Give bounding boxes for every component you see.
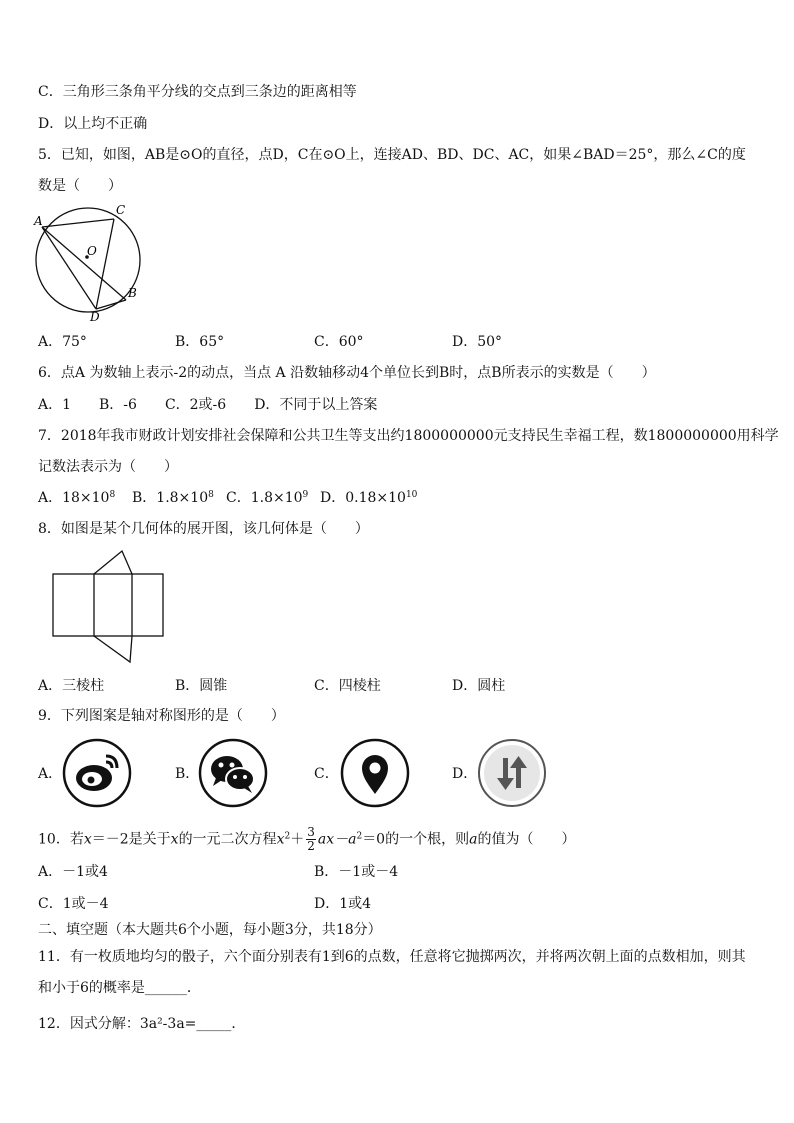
- up-down-arrows-icon: [477, 738, 547, 808]
- q5-option-b: B．65°: [175, 334, 225, 350]
- wechat-icon: [198, 738, 268, 808]
- q9-option-c-label: C．: [314, 766, 339, 782]
- question-5-text: 5．已知，如图，AB是⊙O的直径，点D，C在⊙O上，连接AD、BD、DC、AC，如果∠BAD＝25°，那么∠C的度: [38, 147, 746, 163]
- weibo-icon: [62, 738, 132, 808]
- q10-option-c: C．1或－4: [38, 896, 109, 912]
- option-c-prev: C．三角形三条角平分线的交点到三条边的距离相等: [38, 84, 357, 100]
- q9-option-d-label: D．: [452, 766, 478, 782]
- q5-option-c: C．60°: [314, 334, 364, 350]
- q7-option-a: A．$18\times 10^8$: [38, 490, 116, 506]
- question-11-text: 11．有一枚质地均匀的骰子，六个面分别表有1到6的点数，任意将它抛掷两次，并将两次朝上面的点数相加，则其: [38, 949, 746, 965]
- question-7-text-cont: 记数法表示为（ ）: [38, 459, 178, 475]
- q9-option-a-label: A．: [38, 766, 63, 782]
- q9-option-b-label: B．: [175, 766, 200, 782]
- q5-option-d: D．50°: [452, 334, 503, 350]
- label-a: A: [34, 214, 43, 228]
- q8-net-figure: [50, 548, 168, 666]
- question-11-text-cont: 和小于6的概率是______．: [38, 980, 201, 996]
- q8-option-a: A．三棱柱: [38, 678, 105, 694]
- question-8-text: 8．如图是某个几何体的展开图，该几何体是（ ）: [38, 521, 369, 537]
- question-9-text: 9．下列图案是轴对称图形的是（ ）: [38, 708, 285, 724]
- q10-option-a: A．－1或4: [38, 864, 108, 880]
- label-b: B: [128, 286, 137, 300]
- label-o: O: [87, 244, 97, 258]
- question-6-options: A．1 B．-6 C．2或-6 D．不同于以上答案: [38, 397, 378, 413]
- q7-option-d: D．$0.18\times 10^{10}$: [320, 490, 418, 506]
- q8-option-d: D．圆柱: [452, 678, 506, 694]
- question-10-text: 10．若x＝－2是关于x的一元二次方程$x^2+$ $\frac{3}{2}$ $ax-a^2=0$的一个根，则a的值为（ ）: [38, 825, 576, 853]
- q10-option-b: B．－1或－4: [314, 864, 399, 880]
- q5-circle-figure: [30, 200, 150, 325]
- q8-option-c: C．四棱柱: [314, 678, 381, 694]
- location-pin-icon: [340, 738, 410, 808]
- question-6-text: 6．点A 为数轴上表示-2的动点，当点 A 沿数轴移动4个单位长到B时，点B所表示的实数是（ ）: [38, 365, 656, 381]
- label-d: D: [90, 310, 100, 324]
- question-5-text-cont: 数是（ ）: [38, 178, 122, 194]
- q5-option-a: A．75°: [38, 334, 87, 350]
- question-12-text: 12．因式分解：3a²-3a=_____．: [38, 1016, 246, 1032]
- q7-option-c: C．$1.8\times 10^9$: [226, 490, 309, 506]
- question-7-text: 7．2018年我市财政计划安排社会保障和公共卫生等支出约1800000000元支持民生幸福工程，数1800000000用科学: [38, 428, 779, 444]
- q8-option-b: B．圆锥: [175, 678, 228, 694]
- q7-option-b: B．$1.8\times 10^8$: [132, 490, 214, 506]
- label-c: C: [116, 203, 126, 217]
- fraction-3-2: $\frac{3}{2}$: [307, 825, 315, 853]
- option-d-prev: D．以上均不正确: [38, 116, 148, 132]
- q10-option-d: D．1或4: [314, 896, 372, 912]
- section-2-heading: 二、填空题（本大题共6个小题，每小题3分，共18分）: [38, 922, 382, 938]
